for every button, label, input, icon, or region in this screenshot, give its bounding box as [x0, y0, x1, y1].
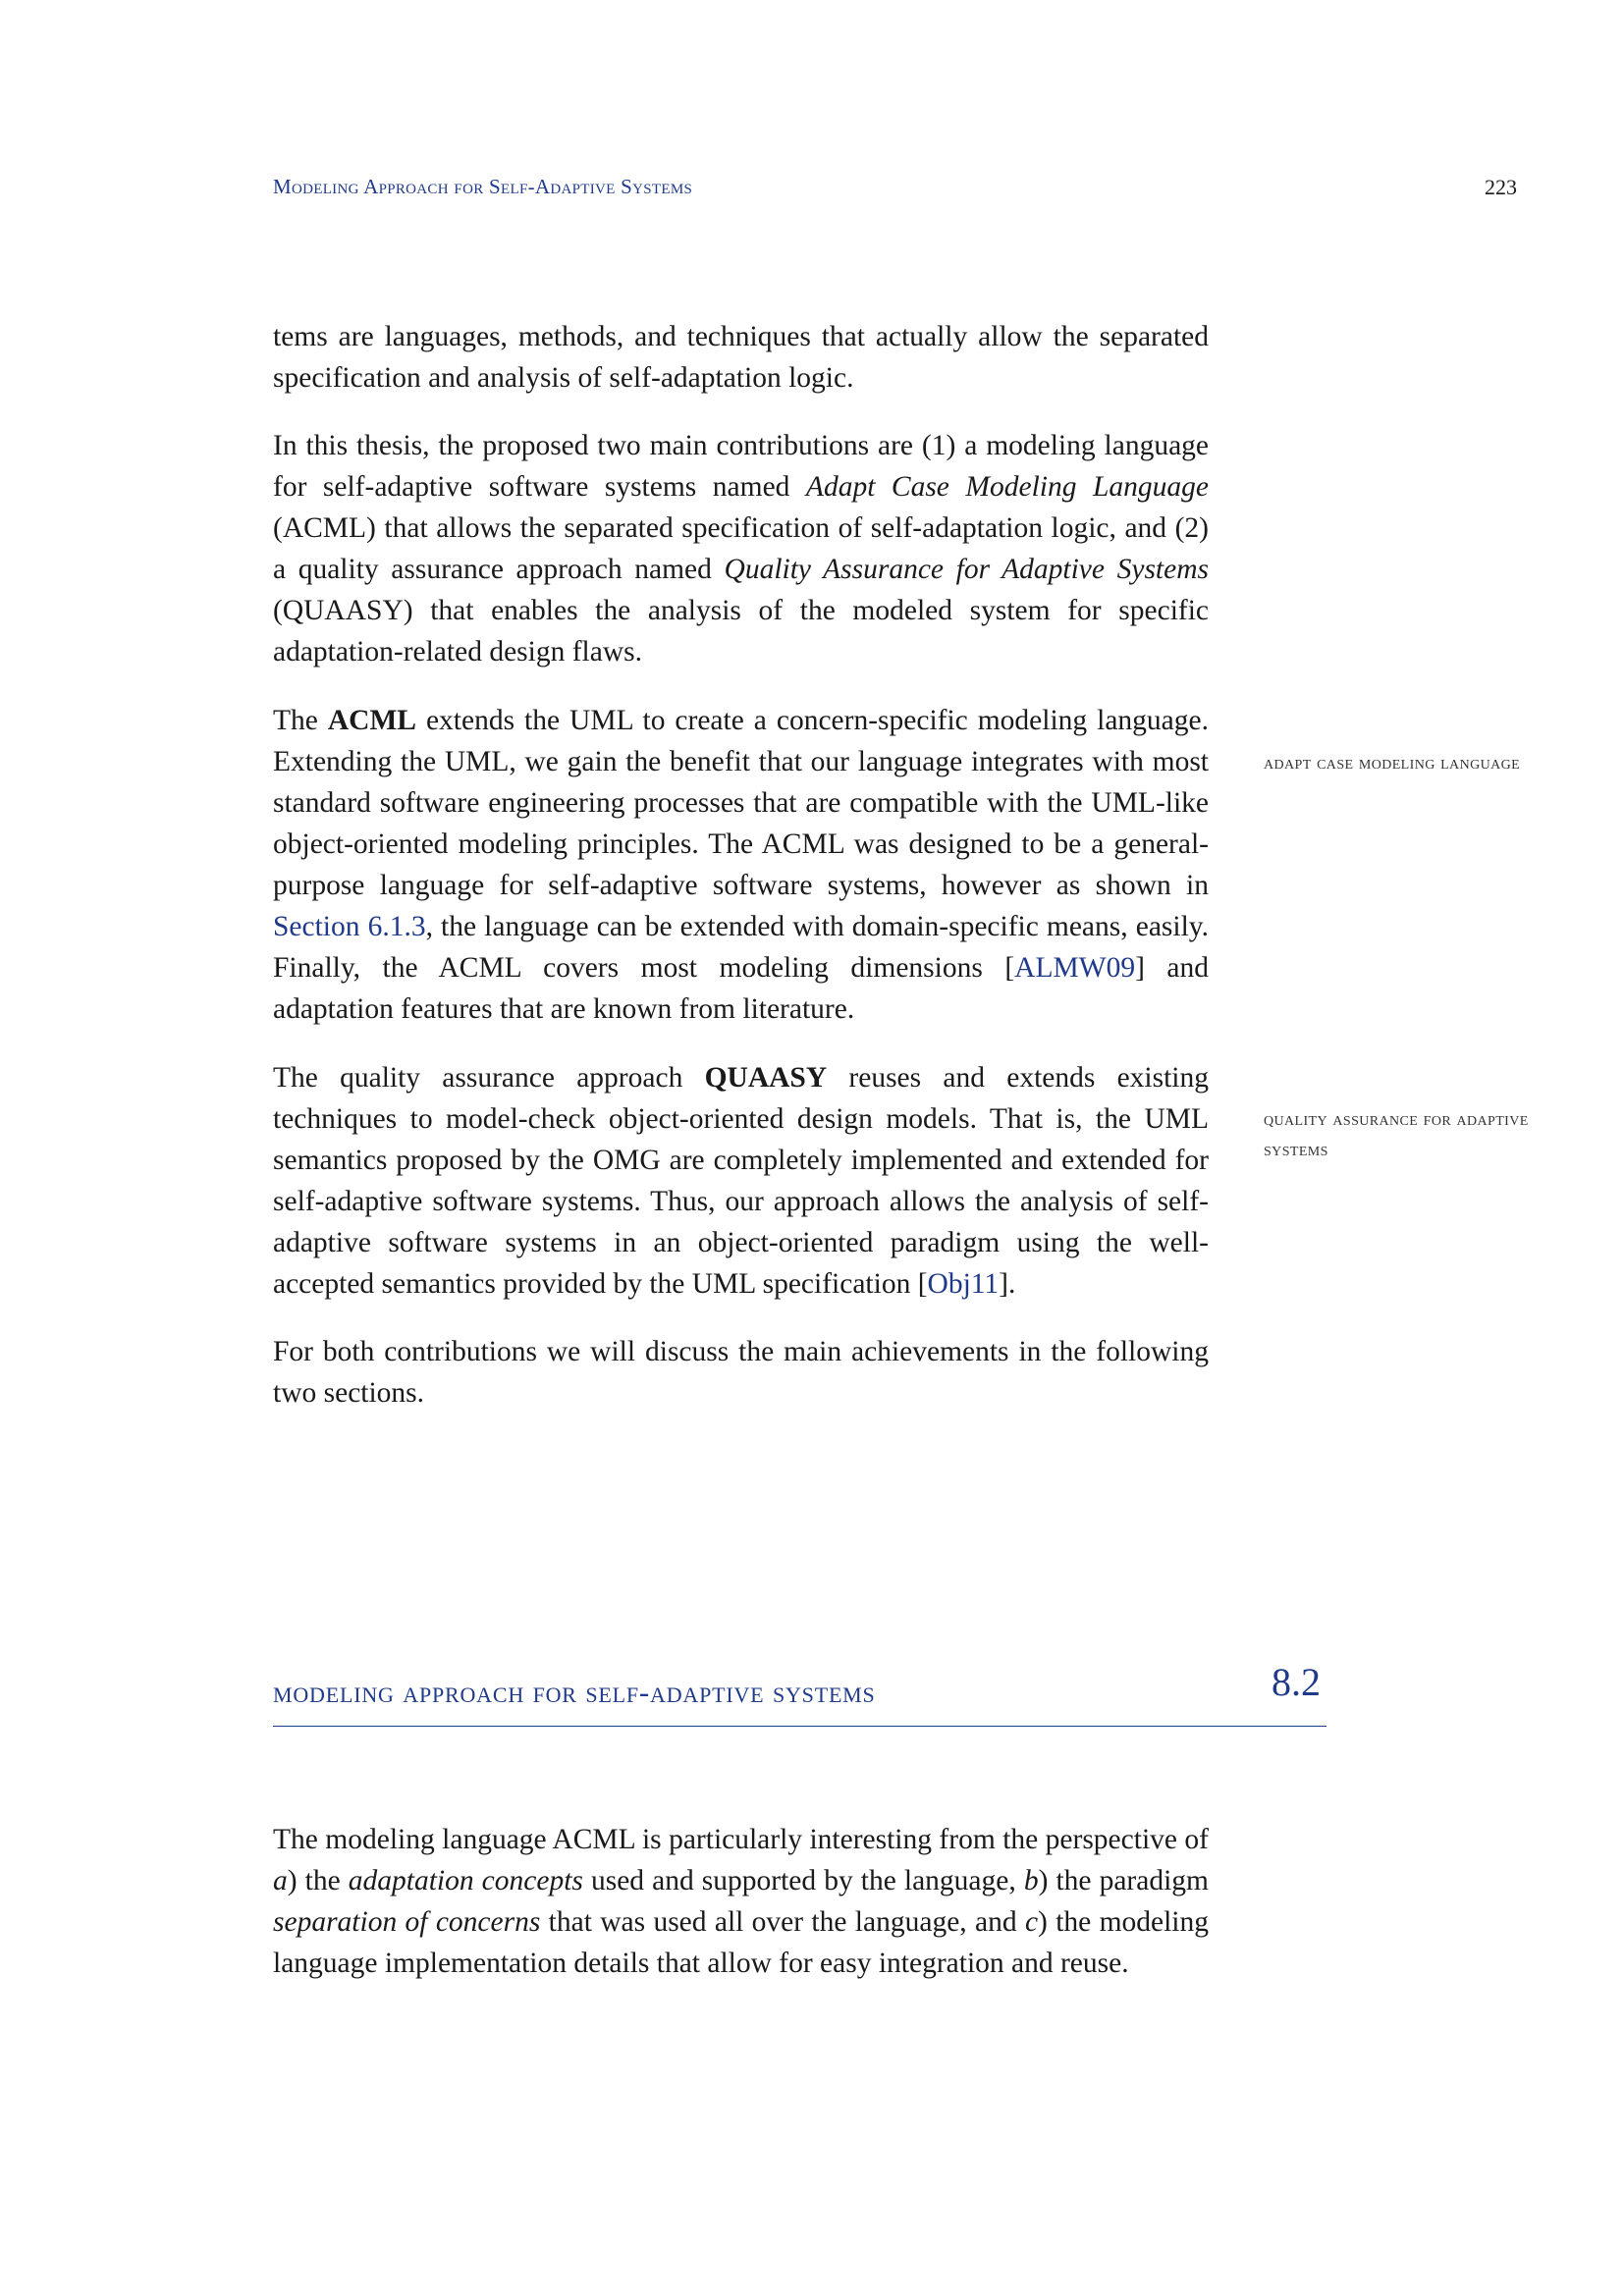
- text-span: , the language can be extended with domain-specific means, easily. Finally, the ACML covers most modeling dimensions [: [273, 911, 1209, 984]
- text-span: In this thesis, the proposed two main contributions are (1) a modeling language for self-adaptive software systems named: [273, 430, 1209, 503]
- page-number: 223: [1485, 175, 1517, 199]
- emphasis-quaasy-name: Quality Assurance for Adaptive Systems: [724, 554, 1210, 585]
- paragraph-acml: [273, 700, 1209, 1030]
- emphasis-letter: b: [1023, 1865, 1039, 1896]
- text-span: ] and adaptation features that are known from literature.: [273, 952, 1210, 1025]
- paragraph-transition: For both contributions we will discuss the main achievements in the following two sections.: [273, 1336, 1209, 1409]
- text-span: (ACML) that allows the separated specification of self-adaptation logic, and (2) a quality assurance approach named: [273, 512, 1209, 585]
- running-header-title: Modeling Approach for Self-Adaptive Systems: [273, 175, 693, 198]
- paragraph-quaasy: [273, 1057, 1209, 1305]
- text-span: (QUAASY) that enables the analysis of the modeled system for specific adaptation-related design flaws.: [273, 595, 1209, 667]
- text-span: The quality assurance approach: [273, 1062, 705, 1094]
- paragraph-intro-continuation: tems are languages, methods, and techniques that actually allow the separated specification and analysis of self-adaptation logic.: [273, 321, 1209, 394]
- text-span: ) the paradigm: [1038, 1865, 1209, 1896]
- paragraph-contributions: [273, 425, 1209, 672]
- bold-acml: ACML: [327, 705, 416, 736]
- emphasis-term: adaptation concepts: [348, 1865, 583, 1896]
- text-span: The: [273, 705, 328, 736]
- emphasis-term: separation of concerns: [273, 1906, 541, 1938]
- emphasis-letter: a: [273, 1865, 288, 1896]
- emphasis-acml-name: Adapt Case Modeling Language: [805, 471, 1209, 503]
- text-span: The modeling language ACML is particularly interesting from the perspective of: [273, 1824, 1209, 1855]
- text-span: extends the UML to create a concern-specific modeling language. Extending the UML, we gain the benefit that our language integrates with most standard software engineering processes that are compatible with the UML-like object-oriented modeling principles. The ACML was designed to be a general-purpose language for self-adaptive software systems, however as shown in: [273, 705, 1209, 901]
- section-reference-link[interactable]: Section 6.1.3: [273, 911, 426, 942]
- text-span: that was used all over the language, and: [540, 1906, 1025, 1938]
- text-span: reuses and extends existing techniques to model-check object-oriented design models. That is, the UML semantics proposed by the OMG are completely implemented and extended for self-adaptive software systems. Thus, our approach allows the analysis of self-adaptive software systems in an object-oriented paradigm using the well-accepted semantics provided by the UML specification [: [273, 1062, 1210, 1300]
- text-span: ) the: [287, 1865, 349, 1896]
- text-span: used and supported by the language,: [582, 1865, 1024, 1896]
- paragraph-modeling-language: [273, 1819, 1209, 1984]
- margin-note-acml: adapt case modeling language: [1264, 752, 1521, 774]
- citation-link-almw09[interactable]: ALMW09: [1014, 952, 1136, 984]
- citation-link-obj11[interactable]: Obj11: [927, 1268, 1000, 1300]
- text-span: ].: [999, 1268, 1016, 1300]
- section-number: 8.2: [1272, 1660, 1321, 1704]
- bold-quaasy: QUAASY: [704, 1062, 828, 1094]
- margin-note-quaasy: quality assurance for adaptive systems: [1264, 1108, 1529, 1160]
- section-heading: modeling approach for self-adaptive systems: [273, 1675, 876, 1709]
- section-divider: [273, 1726, 1326, 1727]
- emphasis-letter: c: [1024, 1906, 1039, 1938]
- text-span: ) the modeling language implementation details that allow for easy integration and reuse.: [273, 1906, 1210, 1979]
